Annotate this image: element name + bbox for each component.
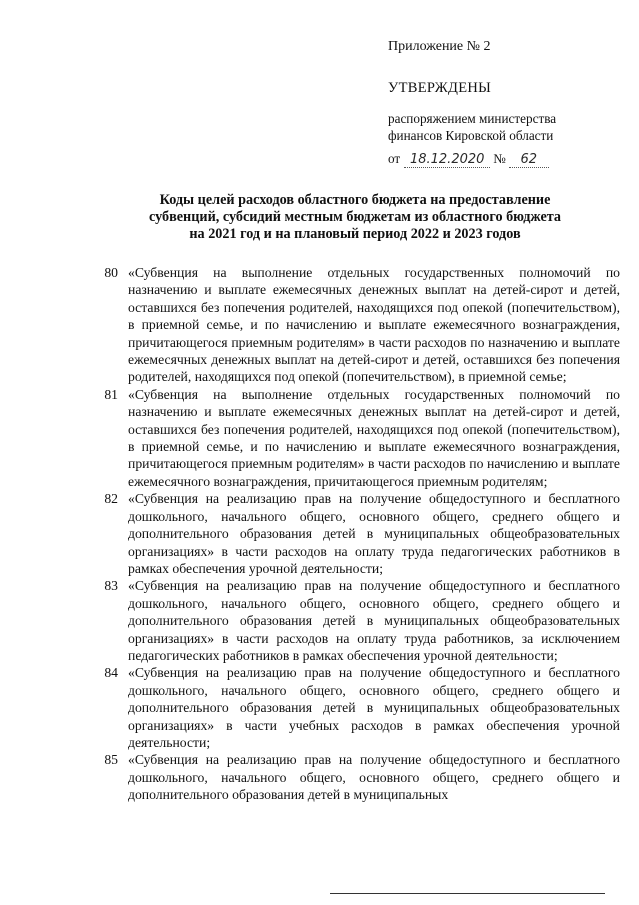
list-item	[88, 264, 620, 386]
title-line: субвенций, субсидий местным бюджетам из областного бюджета	[148, 209, 562, 225]
item-text: «Субвенция на реализацию прав на получение общедоступного и бесплатного дошкольного, начального общего, основного общего, среднего общего и дополнительного образования детей в муниципальных общеобразовательных организациях» в части расходов на оплату труда педагогических работников в рамках обеспечения урочной деятельности;	[128, 491, 620, 576]
list-item	[88, 751, 620, 803]
number-sign: №	[493, 151, 506, 166]
item-number: 82	[104, 491, 118, 507]
date-prefix: от	[388, 151, 401, 166]
list-item	[88, 664, 620, 751]
approval-authority-line: финансов Кировской области	[388, 127, 554, 143]
approved-label: УТВЕРЖДЕНЫ	[388, 80, 492, 96]
title-line: Коды целей расходов областного бюджета на предоставление	[159, 192, 551, 208]
item-text: «Субвенция на реализацию прав на получение общедоступного и бесплатного дошкольного, начального общего, основного общего, среднего общего и дополнительного образования детей в муниципальных общеобразовательных организациях» в части расходов на оплату труда работников, за исключением педагогических работников в рамках обеспечения урочной деятельности;	[128, 578, 620, 663]
handwritten-number: 62	[509, 152, 549, 168]
item-number: 83	[104, 578, 118, 594]
item-number: 84	[104, 665, 118, 681]
title-line: на 2021 год и на плановый период 2022 и 2023 годов	[189, 226, 521, 242]
document-title	[120, 192, 590, 243]
item-text: «Субвенция на выполнение отдельных государственных полномочий по назначению и выплате ежемесячных денежных выплат на детей-сирот и детей, оставшихся без попечения родителей, находящихся под опекой (попечительством), в приемной семье, и по начислению и выплате ежемесячного вознаграждения, причитающегося приемным родителям» в части расходов по назначению и выплате ежемесячных денежных выплат на детей-сирот и детей, оставшихся без попечения родителей, находящихся под опекой (попечительством), в приемной семье;	[128, 265, 620, 385]
item-text: «Субвенция на выполнение отдельных государственных полномочий по назначению и выплате ежемесячных денежных выплат на детей-сирот и детей, оставшихся без попечения родителей, находящихся под опекой (попечительством), в приемной семье, и по начислению и выплате ежемесячного вознаграждения, причитающегося приемным родителям» в части расходов по начислению и выплате ежемесячного вознаграждения, причитающегося приемным родителям;	[128, 386, 620, 489]
appendix-label: Приложение № 2	[388, 39, 491, 54]
item-number: 80	[104, 265, 118, 280]
handwritten-date: 18.12.2020	[404, 152, 490, 168]
approval-authority-line: распоряжением министерства	[388, 111, 557, 126]
item-number: 85	[104, 752, 118, 768]
item-text: «Субвенция на реализацию прав на получение общедоступного и бесплатного дошкольного, начального общего, основного общего, среднего общего и дополнительного образования детей в муниципальных общеобразовательных организациях» в части учебных расходов в рамках обеспечения урочной деятельности;	[128, 665, 620, 750]
list-item	[88, 577, 620, 664]
code-list	[88, 264, 620, 804]
item-number: 81	[104, 386, 118, 402]
approval-date-line	[388, 151, 549, 168]
list-item	[88, 386, 620, 490]
list-item	[88, 490, 620, 577]
approval-authority	[388, 111, 628, 144]
item-text: «Субвенция на реализацию прав на получение общедоступного и бесплатного дошкольного, начального общего, основного общего, среднего общего и дополнительного образования детей в муниципальных	[128, 752, 620, 803]
footer-rule	[330, 893, 605, 894]
